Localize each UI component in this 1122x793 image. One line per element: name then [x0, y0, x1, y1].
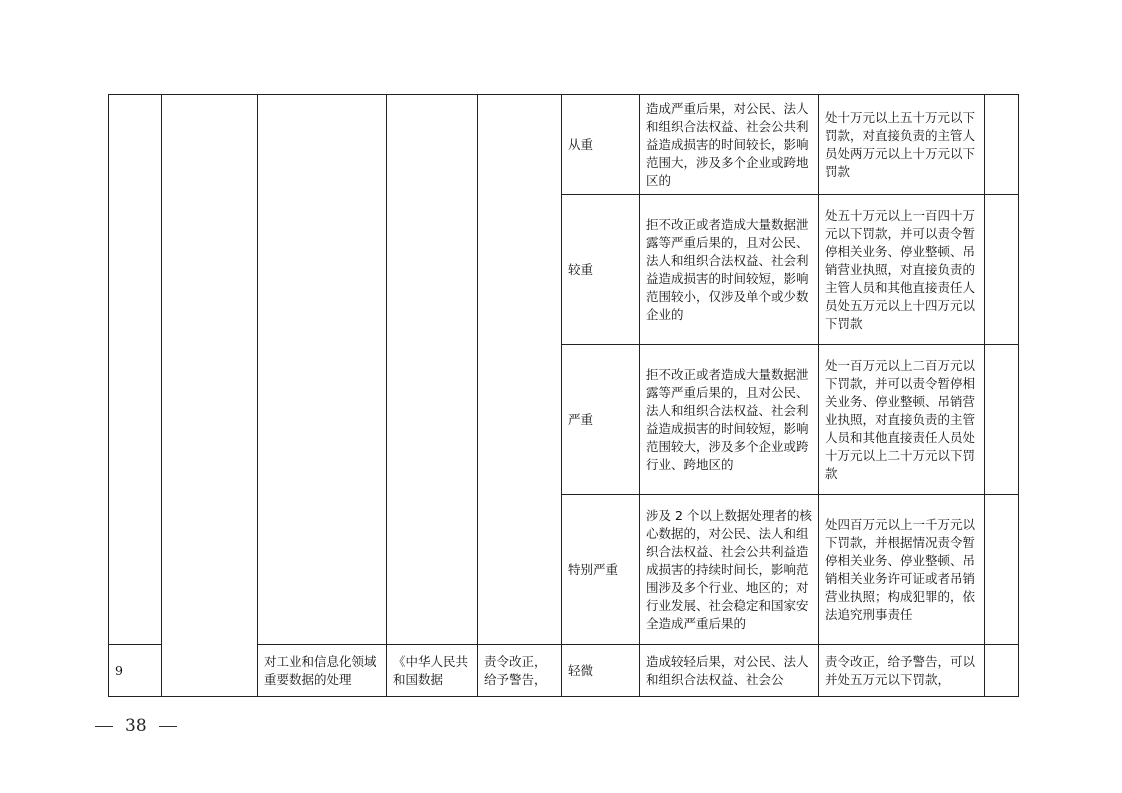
- cell-empty: [985, 495, 1019, 645]
- action-cell: 责令改正，给予警告，: [478, 645, 562, 697]
- page-number: 38: [125, 716, 147, 736]
- circumstance-cell: 拒不改正或者造成大量数据泄露等严重后果的，且对公民、法人和组织合法权益、社会利益造成损害的时间较短，影响范围较大，涉及多个企业或跨行业、跨地区的: [640, 345, 819, 495]
- penalty-cell: 处四百万元以上一千万元以下罚款，并根据情况责令暂停相关业务、停业整顿、吊销相关业务许可证或者吊销营业执照；构成犯罪的，依法追究刑事责任: [819, 495, 985, 645]
- penalty-cell: 处十万元以上五十万元以下罚款，对直接负责的主管人员处两万元以上十万元以下罚款: [819, 95, 985, 195]
- footer-dash: [95, 726, 113, 727]
- circumstance-cell: 造成较轻后果，对公民、法人和组织合法权益、社会公: [640, 645, 819, 697]
- penalty-cell: 处五十万元以上一百四十万元以下罚款，并可以责令暂停相关业务、停业整顿、吊销营业执照，对直接负责的主管人员和其他直接责任人员处五万元以上十四万元以下罚款: [819, 195, 985, 345]
- cell-empty: [109, 95, 162, 645]
- penalty-cell: 处一百万元以上二百万元以下罚款，并可以责令暂停相关业务、停业整顿、吊销营业执照，对直接负责的主管人员和其他直接责任人员处十万元以上二十万元以下罚款: [819, 345, 985, 495]
- cell-empty: [985, 95, 1019, 195]
- level-cell: 较重: [562, 195, 640, 345]
- cell-empty: [478, 95, 562, 645]
- circumstance-cell: 涉及 2 个以上数据处理者的核心数据的，对公民、法人和组织合法权益、社会公共利益造成损害的持续时间长，影响范围涉及多个行业、地区的；对行业发展、社会稳定和国家安全造成严重后果的: [640, 495, 819, 645]
- level-cell: 从重: [562, 95, 640, 195]
- penalty-cell: 责令改正，给予警告，可以并处五万元以下罚款，: [819, 645, 985, 697]
- level-cell: 严重: [562, 345, 640, 495]
- footer-dash: [159, 726, 177, 727]
- cell-empty: [985, 195, 1019, 345]
- regulation-table: [108, 94, 1019, 697]
- table-row: [109, 95, 1019, 195]
- cell-empty: [985, 345, 1019, 495]
- circumstance-cell: 造成严重后果，对公民、法人和组织合法权益、社会公共利益造成损害的时间较长，影响范围大，涉及多个企业或跨地区的: [640, 95, 819, 195]
- legal-basis-cell: 《中华人民共和国数据: [387, 645, 478, 697]
- cell-empty: [985, 645, 1019, 697]
- cell-empty: [162, 95, 258, 697]
- level-cell: 轻微: [562, 645, 640, 697]
- row-number: 9: [109, 645, 162, 697]
- circumstance-cell: 拒不改正或者造成大量数据泄露等严重后果的，且对公民、法人和组织合法权益、社会利益造成损害的时间较短，影响范围较小，仅涉及单个或少数企业的: [640, 195, 819, 345]
- cell-empty: [258, 95, 387, 645]
- cell-empty: [387, 95, 478, 645]
- matter-cell: 对工业和信息化领域重要数据的处理: [258, 645, 387, 697]
- level-cell: 特别严重: [562, 495, 640, 645]
- page-footer: [95, 714, 195, 738]
